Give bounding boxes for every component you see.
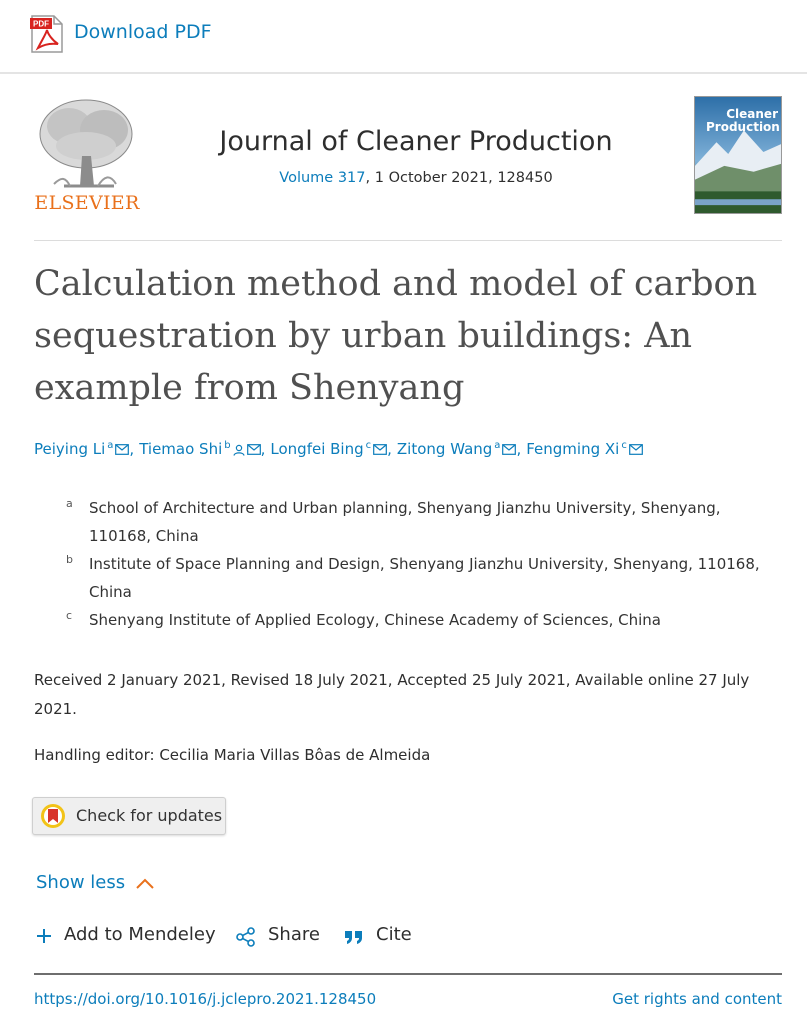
author-affiliation-sup: a: [107, 440, 114, 451]
affiliation-c: Shenyang Institute of Applied Ecology, Chinese Academy of Sciences, China: [89, 611, 661, 629]
article-history: Received 2 January 2021, Revised 18 July 2021, Accepted 25 July 2021, Available online 27 July 2021.: [34, 671, 750, 718]
add-to-mendeley-button[interactable]: Add to Mendeley: [64, 924, 216, 945]
author-name[interactable]: Longfei Bing: [270, 440, 364, 458]
author-link[interactable]: [270, 440, 387, 458]
author-name[interactable]: Zitong Wang: [396, 440, 493, 458]
author-separator: ,: [260, 440, 266, 458]
chevron-up-icon[interactable]: [134, 874, 156, 894]
author-affiliation-sup: a: [494, 440, 501, 451]
cover-title: [706, 108, 778, 134]
person-icon[interactable]: [233, 444, 245, 456]
author-name[interactable]: Tiemao Shi: [139, 440, 223, 458]
pdf-icon[interactable]: [30, 14, 64, 54]
author-separator: ,: [129, 440, 135, 458]
cite-button[interactable]: Cite: [376, 924, 412, 945]
affiliation-a-sup: a: [66, 497, 73, 510]
footer-divider: [34, 973, 782, 975]
author-name[interactable]: Fengming Xi: [526, 440, 620, 458]
author-separator: ,: [387, 440, 392, 458]
affiliation-c-sup: c: [66, 609, 73, 622]
pdf-badge-text: PDF: [33, 19, 49, 29]
author-name[interactable]: Peiying Li: [34, 440, 106, 458]
author-affiliation-sup: c: [365, 440, 372, 451]
share-icon: [236, 927, 256, 947]
envelope-icon[interactable]: [629, 444, 643, 455]
volume-link[interactable]: Volume 317: [279, 170, 366, 186]
author-link[interactable]: [139, 440, 260, 458]
envelope-icon[interactable]: [373, 444, 387, 455]
envelope-icon[interactable]: [502, 444, 516, 455]
plus-icon: [36, 928, 52, 944]
author-affiliation-sup: b: [224, 440, 231, 451]
rights-and-content-link[interactable]: Get rights and content: [612, 990, 782, 1008]
doi-link[interactable]: https://doi.org/10.1016/j.jclepro.2021.128450: [34, 990, 377, 1008]
header-divider: [34, 240, 782, 241]
affiliation-b: Institute of Space Planning and Design, Shenyang Jianzhu University, Shenyang, 110168, China: [89, 555, 760, 601]
author-separator: ,: [516, 440, 522, 458]
issue-details: , 1 October 2021, 128450: [365, 170, 553, 186]
elsevier-wordmark: ELSEVIER: [34, 192, 140, 214]
affiliation-b-sup: b: [66, 553, 73, 566]
check-for-updates-label[interactable]: Check for updates: [76, 806, 223, 825]
crossmark-icon: [40, 803, 66, 829]
author-affiliation-sup: c: [621, 440, 627, 451]
author-link[interactable]: [397, 440, 517, 458]
author-link[interactable]: [526, 440, 643, 458]
quote-icon: [344, 929, 364, 945]
issue-line: [200, 170, 632, 186]
author-link[interactable]: [34, 440, 129, 458]
cover-title-line1: Cleaner: [726, 107, 778, 121]
cover-title-line2: Production: [706, 120, 780, 134]
envelope-icon[interactable]: [115, 444, 129, 455]
share-button[interactable]: Share: [268, 924, 320, 945]
envelope-icon[interactable]: [247, 444, 261, 455]
author-list: [34, 440, 794, 458]
handling-editor: Handling editor: Cecilia Maria Villas Bôas de Almeida: [34, 746, 431, 764]
affiliation-a: School of Architecture and Urban planning, Shenyang Jianzhu University, Shenyang, 110168, China: [89, 499, 721, 545]
journal-title-link[interactable]: Journal of Cleaner Production: [219, 126, 613, 157]
show-less-toggle[interactable]: Show less: [36, 872, 126, 893]
article-title: Calculation method and model of carbon sequestration by urban buildings: An example from Shenyang: [34, 264, 758, 408]
download-pdf-link[interactable]: Download PDF: [74, 21, 212, 43]
